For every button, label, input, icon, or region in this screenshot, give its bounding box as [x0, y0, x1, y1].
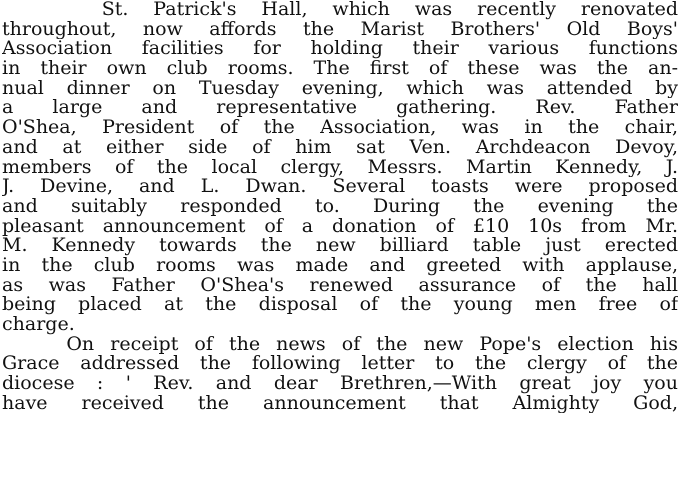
text-line: pleasant announcement of a donation of £10 10s from Mr.: [2, 216, 678, 237]
text-line: diocese : ' Rev. and dear Brethren,—With great joy you: [2, 374, 678, 394]
text-line: members of the local clergy, Messrs. Martin Kennedy, J.: [2, 157, 678, 178]
text-line: M. Kennedy towards the new billiard table just erected: [2, 236, 678, 256]
text-line: being placed at the disposal of the young men free of: [2, 295, 678, 315]
text-line: as was Father O'Shea's renewed assurance of the hall: [2, 275, 678, 296]
text-line: and suitably responded to. During the evening the: [2, 196, 678, 217]
text-line: O'Shea, President of the Association, was in the chair,: [2, 118, 678, 138]
text-line: Association facilities for holding their various functions: [2, 39, 678, 60]
text-line: St. Patrick's Hall, which was recently renovated: [2, 0, 678, 20]
text-line: in their own club rooms. The first of these was the an-: [2, 59, 678, 79]
text-line: throughout, now affords the Marist Brothers' Old Boys': [2, 19, 678, 40]
text-line: Grace addressed the following letter to the clergy of the: [2, 354, 678, 375]
text-line: have received the announcement that Almighty God,: [2, 393, 678, 414]
text-line: a large and representative gathering. Rev. Father: [2, 98, 678, 119]
text-line: and at either side of him sat Ven. Archdeacon Devoy,: [2, 137, 678, 158]
text-line: charge.: [2, 315, 75, 335]
text-line: J. Devine, and L. Dwan. Several toasts were proposed: [2, 177, 678, 197]
article-paragraph: [2, 335, 678, 414]
article-paragraph: [2, 0, 678, 335]
text-line: in the club rooms was made and greeted with applause,: [2, 255, 678, 276]
text-line: nual dinner on Tuesday evening, which was attended by: [2, 78, 678, 99]
text-line: On receipt of the news of the new Pope's election his: [2, 334, 678, 355]
